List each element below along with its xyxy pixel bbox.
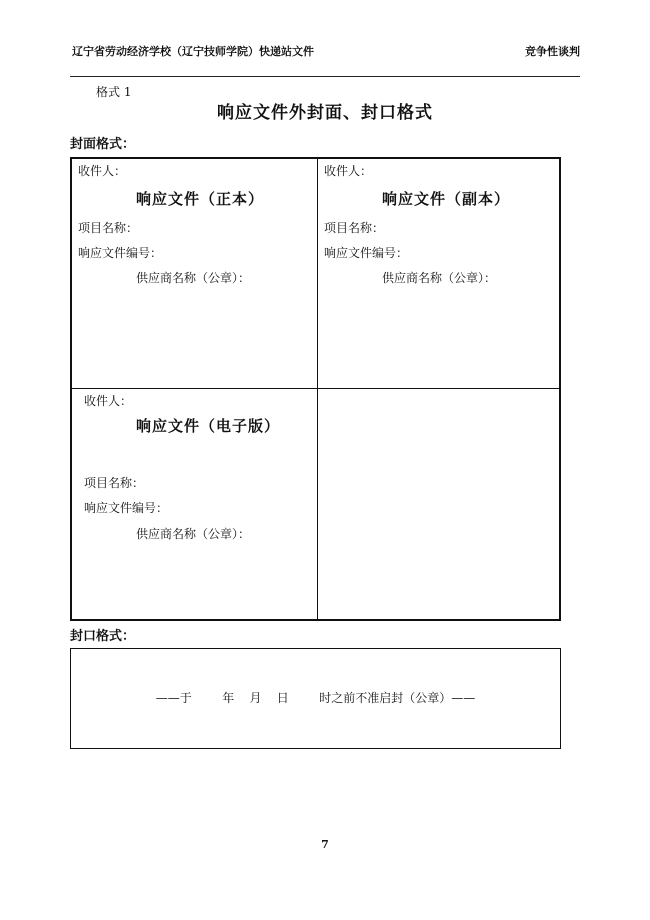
recipient-label: 收件人： bbox=[78, 164, 127, 178]
supplier-name-label: 供应商名称（公章）： bbox=[382, 271, 497, 285]
recipient-label: 收件人： bbox=[84, 394, 133, 408]
project-name-label: 项目名称： bbox=[84, 476, 145, 490]
header-document-title: 辽宁省劳动经济学校（辽宁技师学院）快递站文件 bbox=[72, 45, 314, 58]
format-label: 格式 1 bbox=[96, 85, 132, 99]
supplier-name-label: 供应商名称（公章）： bbox=[136, 527, 251, 541]
header-divider bbox=[70, 76, 580, 77]
supplier-name-label: 供应商名称（公章）： bbox=[136, 271, 251, 285]
cover-heading-copy: 响应文件（副本） bbox=[382, 190, 511, 208]
recipient-label: 收件人： bbox=[324, 164, 373, 178]
cover-format-table bbox=[70, 157, 561, 621]
header-section-title: 竞争性谈判 bbox=[525, 45, 580, 58]
cover-heading-electronic: 响应文件（电子版） bbox=[136, 417, 281, 435]
doc-number-label: 响应文件编号： bbox=[324, 246, 409, 260]
project-name-label: 项目名称： bbox=[78, 221, 139, 235]
cover-cell-empty bbox=[318, 389, 561, 619]
project-name-label: 项目名称： bbox=[324, 221, 385, 235]
seal-format-box bbox=[70, 648, 561, 749]
cover-cell-electronic bbox=[72, 389, 317, 619]
cover-heading-original: 响应文件（正本） bbox=[136, 190, 265, 208]
doc-number-label: 响应文件编号： bbox=[78, 246, 163, 260]
page-title: 响应文件外封面、封口格式 bbox=[217, 103, 433, 123]
cover-cell-copy bbox=[318, 159, 561, 388]
cover-format-label: 封面格式： bbox=[70, 137, 136, 152]
cover-cell-original bbox=[72, 159, 317, 388]
page-number: 7 bbox=[321, 838, 329, 851]
doc-number-label: 响应文件编号： bbox=[84, 501, 169, 515]
seal-text: ——于 年 月 日 时之前不准启封（公章）—— bbox=[155, 691, 476, 705]
seal-format-label: 封口格式： bbox=[70, 629, 136, 644]
